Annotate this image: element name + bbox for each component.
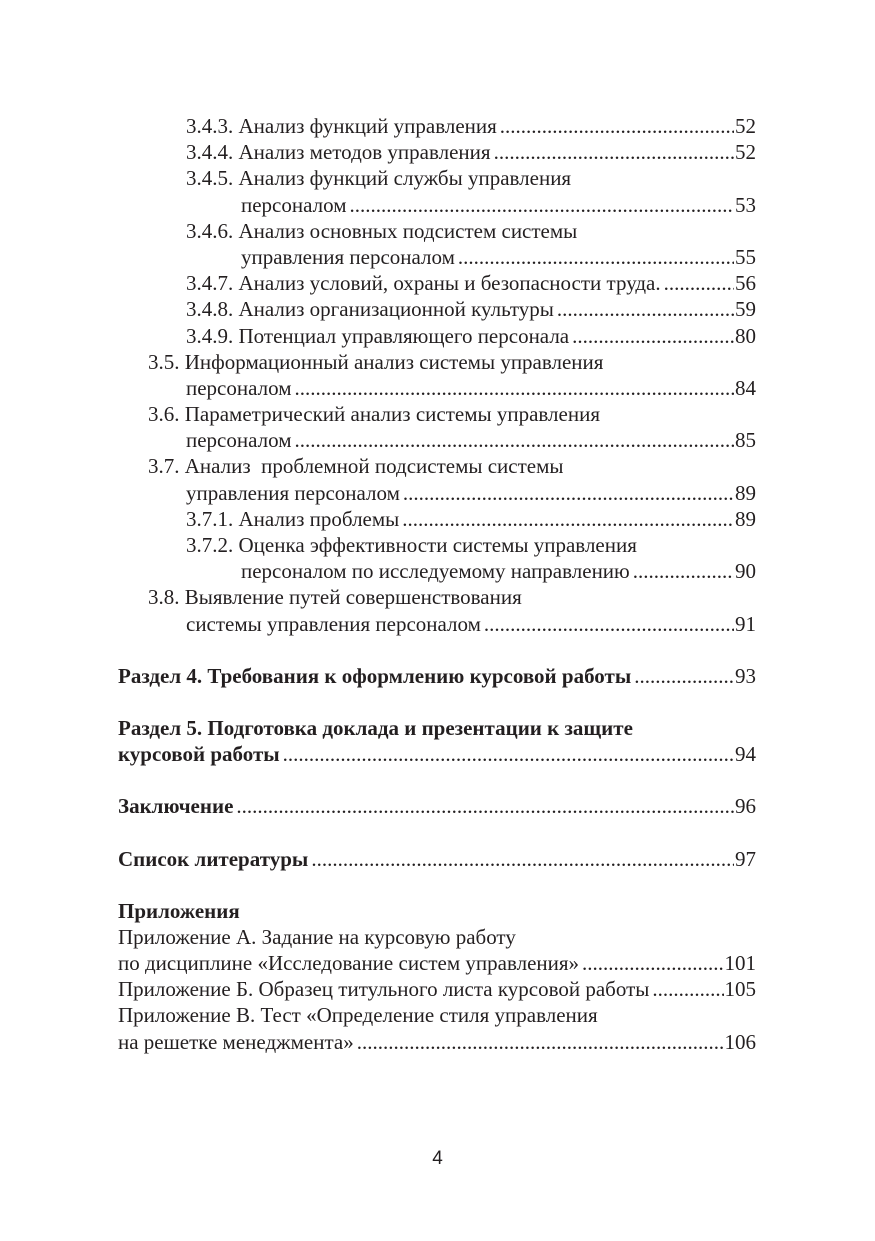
toc-section-5-line2[interactable]: [0, 741, 756, 767]
toc-entry-3-4-4[interactable]: [0, 139, 756, 165]
toc-literature[interactable]: [0, 846, 756, 872]
spacer: [0, 872, 875, 898]
toc-entry-page: 55: [735, 244, 756, 269]
dot-leader: [633, 558, 734, 584]
dot-leader: [403, 480, 734, 506]
toc-entry-title: 3.4.5. Анализ функций службы управления: [186, 166, 572, 191]
toc-entry-title: персоналом: [186, 375, 292, 400]
toc-entry-page: 96: [735, 794, 756, 819]
toc-entry-title: на решетке менеджмента»: [118, 1029, 354, 1054]
toc-entry-page: 52: [735, 114, 756, 138]
dot-leader: [582, 950, 723, 976]
toc-entry-title: 3.4.4. Анализ методов управления: [186, 140, 491, 165]
toc-entry-3-4-9[interactable]: [0, 323, 756, 349]
toc-entry-page: 90: [735, 559, 756, 584]
dot-leader: [484, 611, 734, 637]
toc-entry-3-4-6-line2[interactable]: [0, 244, 756, 270]
toc-entry-3-7-line2[interactable]: [0, 480, 756, 506]
dot-leader: [634, 663, 734, 689]
toc-entry-3-4-3[interactable]: [0, 113, 756, 139]
toc-appendix-c-line2[interactable]: [0, 1029, 756, 1055]
toc-entry-page: 85: [735, 428, 756, 453]
toc-conclusion[interactable]: [0, 793, 756, 819]
dot-leader: [311, 846, 734, 872]
dot-leader: [557, 296, 734, 322]
dot-leader: [357, 1029, 724, 1055]
toc-entry-page: 91: [735, 611, 756, 636]
toc-entry-3-7-2-line1[interactable]: [0, 532, 756, 558]
toc-entry-3-4-5-line2[interactable]: [0, 192, 756, 218]
spacer: [0, 820, 875, 846]
page-number: 4: [432, 1148, 443, 1169]
dot-leader: [664, 270, 734, 296]
toc-entry-title: 3.4.3. Анализ функций управления: [186, 114, 497, 138]
toc-appendices-heading[interactable]: [0, 898, 756, 924]
table-of-contents: [0, 113, 875, 1055]
dot-leader: [402, 506, 734, 532]
toc-entry-page: 106: [724, 1029, 756, 1054]
toc-appendix-b[interactable]: [0, 976, 756, 1002]
toc-entry-title: Приложение В. Тест «Определение стиля управления: [118, 1003, 598, 1028]
toc-entry-title: курсовой работы: [118, 742, 280, 767]
dot-leader: [236, 793, 734, 819]
toc-appendix-a-line2[interactable]: [0, 950, 756, 976]
toc-entry-page: 52: [735, 140, 756, 165]
toc-entry-title: Приложение Б. Образец титульного листа курсовой работы: [118, 977, 650, 1002]
toc-entry-page: 84: [735, 375, 756, 400]
toc-entry-title: 3.4.9. Потенциал управляющего персонала: [186, 323, 570, 348]
spacer: [0, 767, 875, 793]
toc-section-5-line1[interactable]: [0, 715, 756, 741]
toc-entry-title: персоналом: [186, 428, 292, 453]
dot-leader: [458, 244, 734, 270]
toc-entry-3-5-line1[interactable]: [0, 349, 756, 375]
toc-entry-3-8-line2[interactable]: [0, 611, 756, 637]
toc-entry-title: 3.4.8. Анализ организационной культуры: [186, 297, 554, 322]
toc-entry-title: Список литературы: [118, 846, 309, 871]
toc-entry-page: 93: [735, 663, 756, 688]
dot-leader: [350, 192, 735, 218]
toc-entry-title: Приложения: [118, 898, 240, 923]
toc-entry-page: 89: [735, 506, 756, 531]
dot-leader: [494, 139, 734, 165]
dot-leader: [295, 427, 735, 453]
toc-appendix-a-line1[interactable]: [0, 924, 756, 950]
toc-entry-3-6-line1[interactable]: [0, 401, 756, 427]
toc-entry-page: 105: [724, 977, 756, 1002]
toc-entry-page: 94: [735, 742, 756, 767]
dot-leader: [572, 323, 734, 349]
toc-entry-3-4-8[interactable]: [0, 296, 756, 322]
toc-entry-title: персоналом: [241, 192, 347, 217]
toc-entry-title: 3.4.7. Анализ условий, охраны и безопасности труда.: [186, 271, 661, 296]
spacer: [0, 637, 875, 663]
dot-leader: [295, 375, 735, 401]
toc-entry-title: персоналом по исследуемому направлению: [241, 559, 630, 584]
toc-entry-3-4-7[interactable]: [0, 270, 756, 296]
toc-entry-title: Приложение А. Задание на курсовую работу: [118, 924, 516, 949]
toc-entry-title: Раздел 5. Подготовка доклада и презентации к защите: [118, 715, 633, 740]
toc-entry-title: Заключение: [118, 794, 234, 819]
toc-entry-title: Раздел 4. Требования к оформлению курсовой работы: [118, 663, 632, 688]
toc-entry-title: системы управления персоналом: [186, 611, 481, 636]
toc-entry-title: по дисциплине «Исследование систем управления»: [118, 951, 580, 976]
dot-leader: [652, 976, 723, 1002]
toc-entry-title: 3.5. Информационный анализ системы управления: [148, 349, 604, 374]
toc-section-4[interactable]: [0, 663, 756, 689]
toc-entry-title: управления персоналом: [186, 480, 400, 505]
toc-entry-3-8-line1[interactable]: [0, 584, 756, 610]
toc-entry-page: 101: [724, 951, 756, 976]
dot-leader: [500, 113, 734, 139]
toc-entry-page: 80: [735, 323, 756, 348]
toc-entry-title: управления персоналом: [241, 244, 455, 269]
toc-entry-3-6-line2[interactable]: [0, 427, 756, 453]
toc-entry-title: 3.7.1. Анализ проблемы: [186, 506, 400, 531]
toc-appendix-c-line1[interactable]: [0, 1002, 756, 1028]
toc-entry-3-4-5-line1[interactable]: [0, 165, 756, 191]
toc-entry-title: 3.6. Параметрический анализ системы управления: [148, 402, 600, 427]
toc-entry-title: 3.7. Анализ проблемной подсистемы системы: [148, 454, 564, 479]
toc-entry-title: 3.7.2. Оценка эффективности системы управления: [186, 533, 637, 557]
toc-entry-3-5-line2[interactable]: [0, 375, 756, 401]
toc-entry-page: 89: [735, 480, 756, 505]
toc-entry-3-7-1[interactable]: [0, 506, 756, 532]
toc-entry-page: 97: [735, 846, 756, 871]
toc-entry-title: 3.8. Выявление путей совершенствования: [148, 585, 522, 610]
toc-entry-page: 53: [735, 192, 756, 217]
dot-leader: [283, 741, 734, 767]
toc-entry-3-7-line1[interactable]: [0, 453, 756, 479]
toc-entry-page: 59: [735, 297, 756, 322]
toc-entry-3-7-2-line2[interactable]: [0, 558, 756, 584]
toc-entry-title: 3.4.6. Анализ основных подсистем системы: [186, 218, 578, 243]
toc-entry-3-4-6-line1[interactable]: [0, 218, 756, 244]
toc-entry-page: 56: [735, 271, 756, 296]
spacer: [0, 689, 875, 715]
